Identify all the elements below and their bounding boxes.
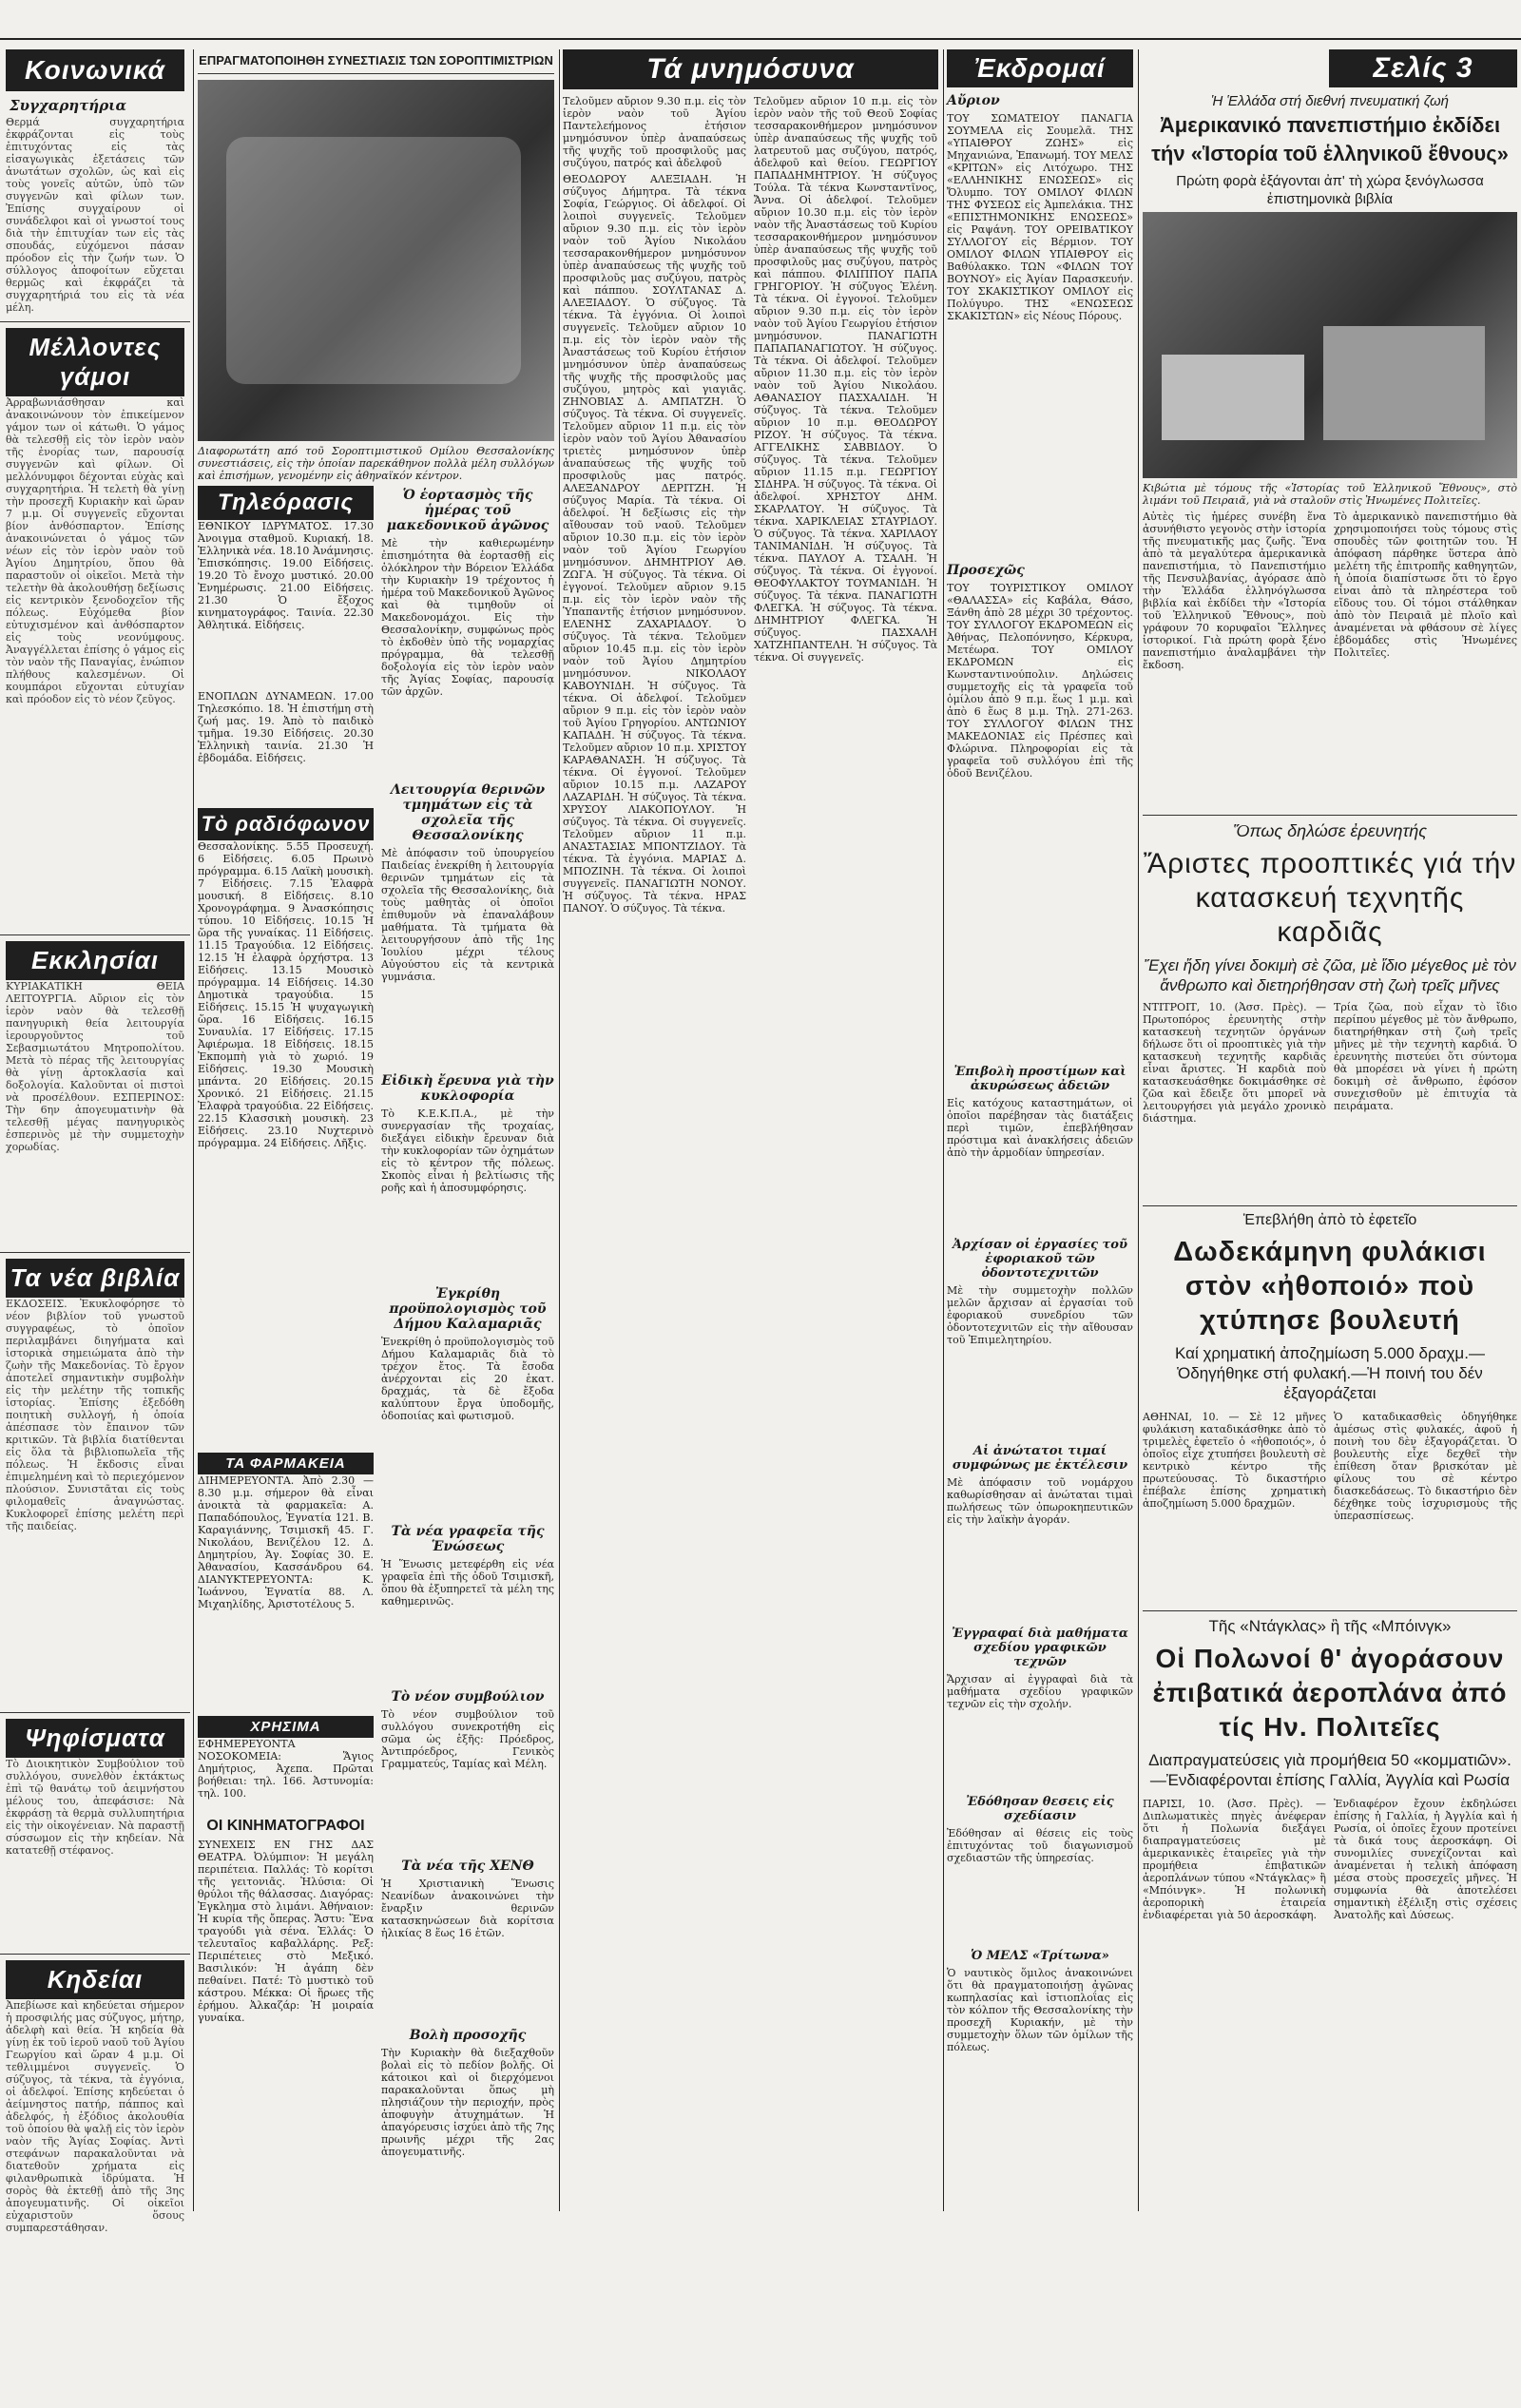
text-block: Τελοῦμεν αὔριον 10 π.μ. εἰς τὸν ἱερὸν ναὸν τῆς τοῦ Θεοῦ Σοφίας τεσσαρακονθήμερον μνημόσυνον ὑπὲρ ἀναπαύσεως τῆς ψυχῆς τοῦ λατρευτοῦ μας συζύγου, πατρός, ἀδελφοῦ καὶ θείου. ΓΕΩΡΓΙΟΥ ΠΑΠΑΔΗΜΗΤΡΙΟΥ. Ἡ σύζυγος Τούλα. Τὰ τέκνα Κωνσταντῖνος, Ἄννα. Οἱ ἀδελφοί. Τελοῦμεν αὔριον 10.30 π.μ. εἰς τὸν ἱερὸν ναὸν τῆς Ἀναστάσεως τοῦ Κυρίου τεσσαρακονθήμερον μνημόσυνον ὑπὲρ ἀναπαύσεως τῆς ψυχῆς τοῦ προσφιλοῦς μας συζύγου, πατρὸς καὶ πάππου. ΦΙΛΙΠΠΟΥ ΠΑΠΑ ΓΡΗΓΟΡΙΟΥ. Ἡ σύζυγος Ἑλένη. Τὰ τέκνα. Οἱ ἐγγονοί. Τελοῦμεν αὔριον 9.30 π.μ. εἰς τὸν ἱερὸν ναὸν τοῦ Ἁγίου Γεωργίου ἐτήσιον μνημόσυνον. ΠΑΝΑΓΙΩΤΗ ΠΑΠΑΠΑΝΑΓΙΩΤΟΥ. Ἡ σύζυγος. Τὰ τέκνα. Οἱ ἀδελφοί. Τελοῦμεν αὔριον 11.30 π.μ. εἰς τὸν ἱερὸν ναὸν τοῦ Ἁγίου Νικολάου. ΑΘΑΝΑΣΙΟΥ ΠΑΣΧΑΛΙΔΗ. Ἡ σύζυγος. Τὰ τέκνα. Τελοῦμεν αὔριον 10 π.μ. ΘΕΟΔΩΡΟΥ ΡΙΖΟΥ. Ἡ σύζυγος. Τὰ τέκνα. ΑΓΓΕΛΙΚΗΣ ΣΑΒΒΙΔΟΥ. Ὁ σύζυγος. Τὰ τέκνα. Τελοῦμεν αὔριον 11.15 π.μ. ΓΕΩΡΓΙΟΥ ΣΙΔΗΡΑ. Ἡ σύζυγος. Τὰ τέκνα. Οἱ ἀδελφοί. ΧΡΗΣΤΟΥ ΔΗΜ. ΣΚΑΡΛΑΤΟΥ. Ἡ σύζυγος. Τὰ τέκνα. ΧΑΡΙΚΛΕΙΑΣ ΣΤΑΥΡΙΔΟΥ. Ὁ σύζυγος. Τὰ τέκνα. ΧΑΡΙΛΑΟΥ ΤΑΝΙΜΑΝΙΔΗ. Ἡ σύζυγος. Τὰ τέκνα. ΠΑΥΛΟΥ Α. ΤΣΑΛΗ. Ἡ σύζυγος. Τὰ τέκνα. Οἱ ἐγγονοί. ΘΕΟΦΥΛΑΚΤΟΥ ΤΟΥΜΑΝΙΔΗ. Ἡ σύζυγος. Τὰ τέκνα. ΠΑΝΑΓΙΩΤΗ ΦΛΕΓΚΑ. Ἡ σύζυγος. Τὰ τέκνα. ΔΗΜΗΤΡΙΟΥ ΦΛΕΓΚΑ. Ἡ σύζυγος. ΠΑΣΧΑΛΗ ΧΑΤΖΗΠΑΝΤΕΛΗ. Ἡ σύζυγος. Τὰ τέκνα. Οἱ συγγενεῖς. <box>754 95 937 664</box>
section-head: Ὁ ΜΕΛΣ «Τρίτωνα» <box>971 1949 1109 1963</box>
text-block: Ἡ Χριστιανικὴ Ἕνωσις Νεανίδων ἀνακοινώνει τὴν ἔναρξιν θερινῶν κατασκηνώσεων διὰ κορίτσια ἡλικίας 8 ἕως 16 ἐτῶν. <box>381 1878 554 1939</box>
text-block: Ἐνεκρίθη ὁ προϋπολογισμὸς τοῦ Δήμου Καλαμαριᾶς διὰ τὸ τρέχον ἔτος. Τὰ ἔσοδα ἀνέρχονται εἰς 20 ἑκατ. δραχμάς, τὰ δὲ ἔξοδα καλύπτουν ἔργα ὑποδομῆς, ὁδοποιίας καὶ φωτισμοῦ. <box>381 1336 554 1422</box>
rule-top <box>0 38 1521 40</box>
story1-kicker: Ἡ Ἑλλάδα στή διεθνή πνευματική ζωή <box>1211 93 1449 109</box>
text-block: ΘΕΟΔΩΡΟΥ ΑΛΕΞΙΑΔΗ. Ἡ σύζυγος Δήμητρα. Τὰ τέκνα Σοφία, Γεώργιος. Οἱ ἀδελφοί. Οἱ λοιποὶ συγγενεῖς. Τελοῦμεν αὔριον 9.30 π.μ. εἰς τὸν ἱερὸν ναὸν τοῦ Ἁγίου Νικολάου τεσσαρακονθήμερον μνημόσυνον ὑπὲρ ἀναπαύσεως τῆς ψυχῆς τοῦ προσφιλοῦς μας συζύγου, πατρὸς καὶ πάππου. ΣΟΥΛΤΑΝΑΣ Δ. ΑΛΕΞΙΑΔΟΥ. Ὁ σύζυγος. Τὰ τέκνα. Τὰ ἐγγόνια. Οἱ λοιποὶ συγγενεῖς. Τελοῦμεν αὔριον 10 π.μ. εἰς τὸν ἱερὸν ναὸν τῆς Ἀναστάσεως τοῦ Κυρίου ἐτήσιον μνημόσυνον ὑπὲρ ἀναπαύσεως τῆς ψυχῆς τῆς προσφιλοῦς μας συζύγου, μητρὸς καὶ γιαγιᾶς. ΖΗΝΟΒΙΑΣ Δ. ΑΜΠΑΤΖΗ. Ὁ σύζυγος. Τὰ τέκνα. Οἱ συγγενεῖς. Τελοῦμεν αὔριον 11 π.μ. εἰς τὸν ἱερὸν ναὸν τοῦ Ἁγίου Ἀθανασίου τριετὲς μνημόσυνον ὑπὲρ ἀναπαύσεως τῆς ψυχῆς τοῦ προσφιλοῦς μας πατρός. ΑΛΕΞΑΝΔΡΟΥ ΔΕΡΙΤΖΗ. Ἡ σύζυγος Μαρία. Τὰ τέκνα. Οἱ ἀδελφοί. Ἡ δεξίωσις εἰς τὴν αἴθουσαν τοῦ ναοῦ. Τελοῦμεν αὔριον 10.30 π.μ. εἰς τὸν ἱερὸν ναὸν τοῦ Ἁγίου Γεωργίου μνημόσυνον. ΔΗΜΗΤΡΙΟΥ ΑΘ. ΖΩΓΑ. Ἡ σύζυγος. Τὰ τέκνα. Οἱ ἐγγονοί. Τελοῦμεν αὔριον 9.15 π.μ. εἰς τὸν ἱερὸν ναὸν τῆς Ὑπαπαντῆς ἐτήσιον μνημόσυνον. ΕΛΕΝΗΣ ΖΑΧΑΡΙΑΔΟΥ. Ὁ σύζυγος. Τὰ τέκνα. Τελοῦμεν αὔριον 10.45 π.μ. εἰς τὸν ἱερὸν ναὸν τοῦ Ἁγίου Δημητρίου μνημόσυνον. ΝΙΚΟΛΑΟΥ ΚΑΒΟΥΝΙΔΗ. Ἡ σύζυγος. Τὰ τέκνα. Οἱ ἀδελφοί. Τελοῦμεν αὔριον 9 π.μ. εἰς τὸν ἱερὸν ναὸν τοῦ Ἁγίου Γρηγορίου. ΑΝΤΩΝΙΟΥ ΚΑΠΑΔΗ. Ἡ σύζυγος. Τὰ τέκνα. Τελοῦμεν αὔριον 10 π.μ. ΧΡΙΣΤΟΥ ΚΑΡΑΘΑΝΑΣΗ. Ἡ σύζυγος. Τὰ τέκνα. Οἱ ἐγγονοί. Τελοῦμεν αὔριον 10.15 π.μ. ΛΑΖΑΡΟΥ ΛΑΖΑΡΙΔΗ. Ἡ σύζυγος. Τὰ τέκνα. ΧΡΥΣΟΥ ΛΙΑΚΟΠΟΥΛΟΥ. Ἡ σύζυγος. Τὰ τέκνα. Οἱ συγγενεῖς. Τελοῦμεν αὔριον 11 π.μ. ΑΝΑΣΤΑΣΙΑΣ ΜΠΟΝΤΖΙΔΟΥ. Τὰ τέκνα. Τὰ ἐγγόνια. ΜΑΡΙΑΣ Δ. ΜΠΟΖΙΝΗ. Τὰ τέκνα. Οἱ λοιποὶ συγγενεῖς. ΠΑΝΑΓΙΩΤΗ ΝΟΝΟΥ. Ἡ σύζυγος. Τὰ τέκνα. ΗΡΑΣ ΠΑΝΟΥ. Ὁ σύζυγος. Τὰ τέκνα. <box>563 173 746 915</box>
section-title-radio: Τὸ ραδιόφωνον <box>198 808 374 840</box>
text-block: ΝΤΙΤΡΟΙΤ, 10. (Ἀσσ. Πρὲς). — Πρωτοπόρος ἐρευνητὴς στὴν κατασκευὴ τεχνητῶν ὀργάνων δήλωσε ὅτι οἱ προοπτικὲς γιὰ τὴν κατασκευὴ τεχνητῆς καρδιᾶς εἶναι ἄριστες. Ἡ καρδιὰ ποὺ κατασκευάσθηκε δοκιμάσθηκε σὲ ζῶα καὶ ἔδειξε ὅτι μπορεῖ νὰ λειτουργήσει γιὰ μεγάλο χρονικὸ διάστημα. <box>1143 1001 1326 1125</box>
col-head: Τὰ νέα τῆς ΧΕΝΘ <box>401 1859 534 1874</box>
text-block: Θεσσαλονίκης. 5.55 Προσευχή. 6 Εἰδήσεις. 6.05 Πρωινὸ πρόγραμμα. 6.15 Λαϊκὴ μουσικὴ. 7 Εἰδήσεις. 7.15 Ἐλαφρὰ μουσική. 8 Εἰδήσεις. 8.10 Χρονογράφημα. 9 Ἀνασκόπησις τύπου. 10 Εἰδήσεις. 10.15 Ἡ ὥρα τῆς γυναίκας. 11 Εἰδήσεις. 11.15 Τραγούδια. 12 Εἰδήσεις. 12.15 Ἡ ἐλαφρὰ ὀρχήστρα. 13 Εἰδήσεις. 13.15 Μουσικὸ πρόγραμμα. 14 Εἰδήσεις. 14.30 Δημοτικὰ τραγούδια. 15 Εἰδήσεις. 15.15 Ἡ ψυχαγωγικὴ ὥρα. 16 Εἰδήσεις. 16.15 Συναυλία. 17 Εἰδήσεις. 17.15 Ἀφιέρωμα. 18 Εἰδήσεις. 18.15 Ἐκπομπὴ γιὰ τὸ χωριό. 19 Εἰδήσεις. 19.30 Μουσικὴ μπάντα. 20 Εἰδήσεις. 20.15 Χρονικό. 21 Εἰδήσεις. 21.15 Ἐλαφρὰ τραγούδια. 22 Εἰδήσεις. 22.15 Κλασσικὴ μουσικὴ. 23 Εἰδήσεις. 23.10 Νυχτερινὸ πρόγραμμα. 24 Εἰδήσεις. Λῆξις. <box>198 840 374 1149</box>
page-banner: Σελίς 3 <box>1329 49 1517 87</box>
story3-sub: Καί χρηματική ἀποζημίωση 5.000 δραχμ.—Ὁδηγήθηκε στή φυλακή.—Ἡ ποινή του δέν ἐξαγοράζεται <box>1175 1344 1485 1402</box>
story1-headline: Ἀμερικανικό πανεπιστήμιο ἐκδίδει τήν «Ἱστορία τοῦ ἑλληνικοῦ ἔθνους» <box>1151 113 1509 165</box>
photo-crates <box>1143 212 1517 478</box>
section-head: Ἐδόθησαν θεσεις εἰς σχεδίασιν <box>966 1795 1114 1823</box>
story3-kicker: Ἐπεβλήθη ἀπὸ τὸ ἐφετεῖο <box>1242 1212 1417 1228</box>
section-title-weddings: Μέλλοντες γάμοι <box>6 328 184 396</box>
section-title-social: Κοινωνικά <box>6 49 184 91</box>
text-block: Μὲ τὴν συμμετοχὴν πολλῶν μελῶν ἄρχισαν αἱ ἐργασίαι τοῦ ἐφοριακοῦ συνεδρίου τῶν ὀδοντοτεχνιτῶν εἰς τὴν αἴθουσαν τοῦ Ἐπιμελητηρίου. <box>947 1284 1133 1346</box>
col-head: Ἐγκρίθη προϋπολογισμὸς τοῦ Δήμου Καλαμαριᾶς <box>389 1286 547 1332</box>
text-block: ΤΟΥ ΣΩΜΑΤΕΙΟΥ ΠΑΝΑΓΙΑ ΣΟΥΜΕΛΑ εἰς Σουμελᾶ. ΤΗΣ «ΥΠΑΙΘΡΟΥ ΖΩΗΣ» εἰς Μηχανιώνα, Ἐπανωμή. ΤΟΥ ΜΕΛΣ «ΚΡΙΤΩΝ» εἰς Λιτόχωρο. ΤΗΣ «ΕΛΛΗΝΙΚΗΣ ΕΝΩΣΕΩΣ» εἰς Ὄλυμπο. ΤΟΥ ΟΜΙΛΟΥ ΦΙΛΩΝ ΤΗΣ ΦΥΣΕΩΣ εἰς Ἀμπελάκια. ΤΗΣ «ΕΠΙΣΤΗΜΟΝΙΚΗΣ ΕΝΩΣΕΩΣ» εἰς Ραψάνη. ΤΟΥ ΟΡΕΙΒΑΤΙΚΟΥ ΣΥΛΛΟΓΟΥ εἰς Βέρμιον. ΤΟΥ ΟΜΙΛΟΥ ΦΙΛΩΝ ΥΠΑΙΘΡΟΥ εἰς Βαθύλακκο. ΤΩΝ «ΦΙΛΩΝ ΤΟΥ ΒΟΥΝΟΥ» εἰς Ἀγίαν Παρασκευήν. ΤΟΥ ΣΚΑΚΙΣΤΙΚΟΥ ΟΜΙΛΟΥ εἰς Πολύγυρο. ΤΗΣ «ΕΝΩΣΕΩΣ ΣΚΑΚΙΣΤΩΝ» εἰς Νέους Πόρους. <box>947 112 1133 322</box>
story2-headline: Ἄριστες προοπτικές γιά τήν κατασκευή τεχνητῆς καρδιᾶς <box>1143 848 1517 948</box>
story3-headline: Δωδεκάμηνη φυλάκισι στὸν «ἠθοποιό» ποὺ χτύπησε βουλευτή <box>1173 1237 1487 1336</box>
section-title-pharmacies: ΤΑ ΦΑΡΜΑΚΕΙΑ <box>198 1453 374 1474</box>
story4-headline: Οἱ Πολωνοί θ' ἀγοράσουν ἐπιβατικά ἀεροπλάνα ἀπό τίς Ην. Πολιτεῖες <box>1152 1644 1508 1742</box>
photo-caption: Κιβώτια μὲ τόμους τῆς «Ἱστορίας τοῦ Ἑλληνικοῦ Ἔθνους», στὸ λιμάνι τοῦ Πειραιᾶ, γιὰ νὰ σταλοῦν στὶς Ἠνωμένες Πολιτεῖες. <box>1143 482 1517 507</box>
section-head: Αἱ ἀνώτατοι τιμαί συμφώνως με ἐκτέλεσιν <box>952 1444 1128 1473</box>
text-block: Τὸ νέον συμβούλιον τοῦ συλλόγου συνεκροτήθη εἰς σῶμα ὡς ἑξῆς: Πρόεδρος, Ἀντιπρόεδρος, Γενικὸς Γραμματεύς, Ταμίας καὶ Μέλη. <box>381 1708 554 1770</box>
column-social <box>0 49 190 2234</box>
article-title-soroptimists: ΕΠΡΑΓΜΑΤΟΠΟΙΗΘΗ ΣΥΝΕΣΤΙΑΣΙΣ ΤΩΝ ΣΟΡΟΠΤΙΜΙΣΤΡΙΩΝ <box>198 49 554 74</box>
text-block: Ἀπεβίωσε καὶ κηδεύεται σήμερον ἡ προσφιλής μας σύζυγος, μήτηρ, ἀδελφὴ καὶ θεία. Ἡ κηδεία θὰ γίνῃ ἐκ τοῦ ἱεροῦ ναοῦ τοῦ Ἁγίου Γεωργίου καὶ ὥραν 4 μ.μ. Οἱ τεθλιμμένοι συγγενεῖς. Ὁ σύζυγος, τὰ τέκνα, τὰ ἐγγόνια, οἱ ἀδελφοί. Ἐπίσης κηδεύεται ὁ ἀείμνηστος πατήρ, πάππος καὶ ἀδελφός, ἡ ἐξόδιος ἀκολουθία τοῦ ὁποίου θὰ ψαλῇ εἰς τὸν ἱερὸν ναὸν τῆς Ἁγίας Σοφίας. Ἀντὶ στεφάνων παρακαλοῦνται νὰ διατεθοῦν χρήματα εἰς φιλανθρωπικὰ ἱδρύματα. Ἡ σορὸς θὰ ἐκτεθῇ ἀπὸ τῆς 3ης ἀπογευματινῆς. Οἱ οἰκεῖοι εὐχαριστοῦν ὅσους συμπαρεστάθησαν. <box>6 1999 184 2234</box>
text-block: Ἐνδιαφέρον ἔχουν ἐκδηλώσει ἐπίσης ἡ Γαλλία, ἡ Ἀγγλία καὶ ἡ Ρωσία, οἱ ὁποῖες ἔχουν προτείνει τὰ δικά τους ἀεροσκάφη. Οἱ συνομιλίες συνεχίζονται καὶ ἀναμένεται ἡ τελικὴ ἀπόφαση μέσα στοὺς προσεχεῖς μῆνες. Ἡ συμφωνία θὰ ἀποτελέσει σημαντικὴ ἐξέλιξη στὶς σχέσεις Ἀνατολῆς καὶ Δύσεως. <box>1334 1798 1517 1921</box>
col-head: Βολὴ προσοχῆς <box>409 2028 527 2043</box>
text-block: ΔΙΗΜΕΡΕΥΟΝΤΑ. Ἀπὸ 2.30 — 8.30 μ.μ. σήμερον θὰ εἶναι ἀνοικτὰ τὰ φαρμακεῖα: Α. Παπαδόπουλος, Ἐγνατία 121. Β. Καραγιάννης, Τσιμισκῆ 45. Γ. Νικολάου, Βενιζέλου 12. Δ. Δημητρίου, Ἁγ. Σοφίας 30. Ε. Ἀθανασίου, Κασσάνδρου 64. ΔΙΑΝΥΚΤΕΡΕΥΟΝΤΑ: Κ. Ἰωάννου, Ἐγνατία 88. Λ. Μιχαηλίδης, Ἀριστοτέλους 5. <box>198 1474 374 1610</box>
col-head: Λειτουργία θερινῶν τμημάτων εἰς τὰ σχολεῖα τῆς Θεσσαλονίκης <box>390 782 546 843</box>
photo-caption: Διαφορωτάτη από τοῦ Σοροπτιμιστικοῦ Ομίλου Θεσσαλονίκης συνεστιάσεις, εἰς τὴν ὁποίαν παρεκάθηνον πολλὰ μέλη συλλόγων καὶ ἐπισήμων, γενομένην εἰς ἀθηναϊκόν κέντρον. <box>198 445 554 482</box>
text-block: Τὸ Κ.Ε.Κ.Π.Α., μὲ τὴν συνεργασίαν τῆς τροχαίας, διεξάγει εἰδικὴν ἔρευναν διὰ τὴν κυκλοφορίαν τῶν ὀχημάτων εἰς τὸ κέντρον τῆς πόλεως. Σκοπὸς εἶναι ἡ βελτίωσις τῆς ροῆς καὶ ἡ ἀποσυμφόρησις. <box>381 1108 554 1194</box>
column-second <box>198 49 554 2207</box>
rule-col2 <box>559 49 560 2211</box>
text-block: Ἀρραβωνιάσθησαν καὶ ἀνακοινώνουν τὸν ἐπικείμενον γάμον των οἱ κάτωθι. Ὁ γάμος θὰ τελεσθῇ εἰς τὸν ἱερὸν ναὸν τῆς ἐνορίας των, παρουσίᾳ συγγενῶν καὶ φίλων. Οἱ μελλόνυμφοι δέχονται εὐχὰς καὶ συγχαρητήρια. Ἡ τελετὴ θὰ γίνῃ τὴν προσεχῆ Κυριακὴν καὶ ὥραν 7 μ.μ. Οἱ συγγενεῖς εὔχονται βίον ἀνθόσπαρτον. Ἐπίσης ἀνακοινώνεται ὁ γάμος τῶν νέων εἰς τὸν ἱερὸν ναὸν τοῦ Ἁγίου Δημητρίου, ὅπου θὰ παραστοῦν οἱ οἰκεῖοι. Μετὰ τὴν τελετὴν θὰ ἀκολουθήσῃ δεξίωσις εἰς κεντρικὸν ξενοδοχεῖον τῆς πόλεως. Εὐχόμεθα βίον εὐτυχισμένον καὶ ἀνθόσπαρτον εἰς τοὺς νεονύμφους. Ἀναγγέλλεται ἐπίσης ὁ γάμος εἰς τὸν ναὸν τῆς Παναγίας, ἐνώπιον πλήθους καλεσμένων. Οἱ κουμπάροι εὔχονται εὐτυχίαν καὶ πρόοδον εἰς τὸ νέον ζεῦγος. <box>6 396 184 705</box>
story4-sub: Διαπραγματεύσεις γιὰ προμήθεια 50 «κομματιῶν».—Ἐνδιαφέρονται ἐπίσης Γαλλία, Ἀγγλία καὶ Ρωσία <box>1148 1751 1511 1789</box>
col-head: Τὸ νέον συμβούλιον <box>391 1689 545 1705</box>
section-head: Ἐπιβολὴ προστίμων καὶ ἀκυρώσεως ἀδειῶν <box>953 1065 1126 1093</box>
text-block: Ἐδόθησαν αἱ θέσεις εἰς τοὺς ἐπιτυχόντας τοῦ διαγωνισμοῦ σχεδιαστῶν τῆς ὑπηρεσίας. <box>947 1827 1133 1864</box>
text-block: ΕΘΝΙΚΟΥ ΙΔΡΥΜΑΤΟΣ. 17.30 Ἀνοιγμα σταθμοῦ. Κυριακή. 18. Ἑλληνικὰ νέα. 18.10 Ἀνάμνησις. Ἐπισκόπησις. 19.00 Εἰδήσεις. 19.20 Τὸ ἔνοχο μυστικό. 20.00 Ἐνημέρωσις. 21.00 Εἰδήσεις. 21.30 Ὁ ἔξοχος κινηματογράφος. Ταινία. 22.30 Ἀθλητικά. Εἰδήσεις. <box>198 520 374 631</box>
rule-col5 <box>1138 49 1139 2211</box>
photo-soroptimists <box>198 80 554 441</box>
text-block: Ἄρχισαν αἱ ἐγγραφαὶ διὰ τὰ μαθήματα σχεδίου γραφικῶν τεχνῶν εἰς τὴν σχολήν. <box>947 1673 1133 1710</box>
section-title-television: Τηλεόρασις <box>198 486 374 520</box>
col-head: Εἰδικὴ ἔρευνα γιὰ τὴν κυκλοφορία <box>381 1073 554 1104</box>
section-title-utility: ΧΡΗΣΙΜΑ <box>198 1716 374 1738</box>
memorial-intro: Τελοῦμεν αὔριον 9.30 π.μ. εἰς τὸν ἱερὸν ναὸν τοῦ Ἁγίου Παντελεήμονος ἐτήσιον μνημόσυνον ὑπὲρ ἀναπαύσεως τῆς ψυχῆς τοῦ προσφιλοῦς μας συζύγου, πατρός καὶ ἀδελφοῦ <box>563 95 746 169</box>
text-block: Τρία ζῶα, ποὺ εἶχαν τὸ ἴδιο περίπου μέγεθος μὲ τὸν ἄνθρωπο, διατηρήθηκαν στὴ ζωὴ τρεῖς μῆνες μὲ τὴν τεχνητὴ καρδιά. Ὁ ἐρευνητὴς πιστεύει ὅτι σύντομα θὰ μπορέσει νὰ γίνει ἡ πρώτη δοκιμὴ σὲ ἄνθρωπο, ἐφόσον συνεχισθοῦν μὲ ἐπιτυχία τὰ πειράματα. <box>1334 1001 1517 1112</box>
story1-sub: Πρώτη φορὰ ἐξάγονται ἀπ' τὴ χώρα ξενόγλωσσα ἐπιστημονικὰ βιβλία <box>1176 173 1484 207</box>
section-title-memorials: Τά μνημόσυνα <box>563 49 938 89</box>
text-block: Μὲ ἀπόφασιν τοῦ ὑπουργείου Παιδείας ἐνεκρίθη ἡ λειτουργία θερινῶν τμημάτων εἰς τὰ σχολεῖα τῆς Θεσσαλονίκης, διὰ τοὺς μαθητὰς οἱ ὁποῖοι ἐπιθυμοῦν νὰ ἐπαναλάβουν μαθήματα. Τὰ τμήματα θὰ λειτουργήσουν ἀπὸ τῆς 1ης Ἰουλίου μέχρι τέλους Αὐγούστου εἰς τὰ κεντρικὰ γυμνάσια. <box>381 847 554 983</box>
section-title-churches: Εκκλησίαι <box>6 941 184 980</box>
rule-col1 <box>193 49 194 2211</box>
section-head: Ἀρχίσαν οἱ ἐργασίες τοῦ ἐφοριακοῦ τῶν ὀδοντοτεχνιτῶν <box>953 1238 1127 1281</box>
text-block: ΤΟΥ ΤΟΥΡΙΣΤΙΚΟΥ ΟΜΙΛΟΥ «ΘΑΛΑΣΣΑ» εἰς Καβάλα, Θάσο, Ξάνθη ἀπὸ 28 μέχρι 30 τρέχοντος. ΤΟΥ ΣΥΛΛΟΓΟΥ ΕΚΔΡΟΜΕΩΝ εἰς Ἀθήνας, Πελοπόννησο, Κέρκυρα, Μετέωρα. ΤΟΥ ΟΜΙΛΟΥ ΕΚΔΡΟΜΩΝ εἰς Κωνσταντινούπολιν. Δηλώσεις συμμετοχῆς εἰς τὰ γραφεῖα τοῦ ὁμίλου ἀπὸ 9 π.μ. ἕως 1 μ.μ. καὶ ἀπὸ 6 ἕως 8 μ.μ. Τηλ. 271-263. ΤΟΥ ΣΥΛΛΟΓΟΥ ΦΙΛΩΝ ΤΗΣ ΜΑΚΕΔΟΝΙΑΣ εἰς Πρέσπες καὶ Φλώρινα. Πληροφορίαι εἰς τὰ γραφεῖα τοῦ συλλόγου ἐπὶ τῆς ὁδοῦ Βενιζέλου. <box>947 582 1133 780</box>
subhead-upcoming: Προσεχῶς <box>947 563 1025 578</box>
column-memorials <box>563 49 938 2207</box>
text-block: Τὸ Διοικητικὸν Συμβούλιον τοῦ συλλόγου, συνελθὸν ἐκτάκτως ἐπὶ τῷ θανάτῳ τοῦ ἀειμνήστου μέλους του, ἀπεφάσισε: Νὰ ἐκφράσῃ τὰ θερμὰ συλλυπητήρια εἰς τὴν οἰκογένειαν. Νὰ παραστῇ σύσσωμον εἰς τὴν κηδείαν. Νὰ κατατεθῇ στέφανος. <box>6 1758 184 1857</box>
story4-kicker: Τῆς «Ντάγκλας» ἢ τῆς «Μπόινγκ» <box>1208 1617 1452 1635</box>
section-title-outings: Ἐκδρομαί <box>947 49 1133 87</box>
text-block: Εἰς κατόχους καταστημάτων, οἱ ὁποῖοι παρέβησαν τὰς διατάξεις περὶ τιμῶν, ἐπεβλήθησαν πρόστιμα καὶ ἀνακλήσεις ἀδειῶν ἀπὸ τὴν ἁρμοδίαν ὑπηρεσίαν. <box>947 1097 1133 1159</box>
section-title-resolutions: Ψηφίσματα <box>6 1719 184 1758</box>
section-title-cinemas: ΟΙ ΚΙΝΗΜΑΤΟΓΡΑΦΟΙ <box>206 1818 365 1834</box>
text-block: Αὐτὲς τὶς ἡμέρες συνέβη ἕνα ἀσυνήθιστο γεγονὸς στὴν ἱστορία τῆς πνευματικῆς μας ζωῆς. Ἕνα ἀπὸ τὰ μεγαλύτερα ἀμερικανικὰ πανεπιστήμια, τὸ Πανεπιστήμιο τῆς Πενσυλβανίας, ἀγόρασε ἀπὸ τὴν Ἑλλάδα ἑλληνόγλωσσα βιβλία καὶ ἐκδίδει τὴν «Ἱστορία τοῦ Ἑλληνικοῦ Ἔθνους», ποὺ γράφουν 70 κορυφαῖοι Ἕλληνες ἱστορικοί. Γιὰ πρώτη φορὰ ξένο πανεπιστήμιο ἀναλαμβάνει τὴν ἔκδοση. <box>1143 510 1326 671</box>
text-block: Ὁ καταδικασθεὶς ὁδηγήθηκε ἀμέσως στὶς φυλακές, ἀφοῦ ἡ ποινὴ του δὲν ἐξαγοράζεται. Ὁ βουλευτὴς εἶχε δεχθεῖ τὴν ἐπίθεση ὅταν βρισκόταν μὲ φίλους του σὲ κέντρο διασκεδάσεως. Τὸ δικαστήριο δὲν δέχθηκε τοὺς ἰσχυρισμοὺς τῆς ὑπερασπίσεως. <box>1334 1411 1517 1522</box>
text-block: ΕΦΗΜΕΡΕΥΟΝΤΑ ΝΟΣΟΚΟΜΕΙΑ: Ἅγιος Δημήτριος, Ἀχεπα. Πρῶται βοήθειαι: τηλ. 166. Ἀστυνομία: τηλ. 100. <box>198 1738 374 1800</box>
column-outings <box>947 49 1133 2207</box>
story2-sub: Ἔχει ἤδη γίνει δοκιμὴ σὲ ζῶα, μὲ ἴδιο μέγεθος μὲ τὸν ἄνθρωπο καὶ διετηρήθησαν στὴ ζωὴ τρεῖς μῆνες <box>1144 956 1516 994</box>
subhead-tomorrow: Αὔριον <box>947 93 1000 108</box>
text-block: ΠΑΡΙΣΙ, 10. (Ἀσσ. Πρὲς). — Διπλωματικὲς πηγὲς ἀνέφεραν ὅτι ἡ Πολωνία διεξάγει διαπραγματεύσεις μὲ ἀμερικανικὲς ἑταιρεῖες γιὰ τὴν προμήθεια ἐπιβατικῶν ἀεροπλάνων τύπου «Ντάγκλας» ἢ «Μπόινγκ». Ἡ πολωνικὴ ἀεροπορικὴ ἑταιρεία ἐνδιαφέρεται γιὰ 50 ἀεροσκάφη. <box>1143 1798 1326 1921</box>
text-block: ΕΝΟΠΛΩΝ ΔΥΝΑΜΕΩΝ. 17.00 Τηλεσκόπιο. 18. Ἡ ἐπιστήμη στὴ ζωή μας. 19. Ἀπὸ τὸ παιδικὸ τμῆμα. 19.30 Εἰδήσεις. 20.30 Ἑλληνικὴ ταινία. 21.30 Ἡ ἐβδομάδα. Εἰδήσεις. <box>198 690 374 764</box>
text-block: Μὲ τὴν καθιερωμένην ἐπισημότητα θὰ ἑορτασθῇ εἰς ὁλόκληρον τὴν Βόρειον Ἑλλάδα τὴν Κυριακὴν 19 τρέχοντος ἡ ἡμέρα τοῦ Μακεδονικοῦ Ἀγῶνος καὶ θὰ τιμηθοῦν οἱ Μακεδονομάχοι. Εἰς τὴν Θεσσαλονίκην, συμφώνως πρὸς τὸ ἐκδοθὲν ὑπὸ τῆς νομαρχίας πρόγραμμα, θὰ τελεσθῇ δοξολογία εἰς τὸν ἱερὸν ναὸν τῆς Ἁγίας Σοφίας, παρουσίᾳ τῶν ἀρχῶν. <box>381 537 554 698</box>
rule-col3 <box>943 49 944 2211</box>
text-block: ΕΚΔΟΣΕΙΣ. Ἐκυκλοφόρησε τὸ νέον βιβλίον τοῦ γνωστοῦ συγγραφέως, τὸ ὁποῖον περιλαμβάνει διηγήματα καὶ ἱστορικὰ σημειώματα ἀπὸ τὴν ζωὴν τῆς Μακεδονίας. Τὸ ἔργον ἀποτελεῖ σημαντικὴν συμβολὴν εἰς τὴν μελέτην τῆς τοπικῆς ἱστορίας. Ἐπίσης ἐξεδόθη ποιητικὴ συλλογή, ἡ ὁποία ἀπέσπασε τὸν ἔπαινον τῶν κριτικῶν. Τὰ βιβλία διατίθενται εἰς ὅλα τὰ βιβλιοπωλεῖα τῆς πόλεως. Ἡ ἔκδοσις εἶναι ἐπιμελημένη καὶ τὸ περιεχόμενον πλούσιον. Συνιστᾶται εἰς τοὺς φιλομαθεῖς ἀναγνώστας. Κυκλοφορεῖ ἐπίσης μελέτη περὶ τῆς παιδείας. <box>6 1298 184 1532</box>
text-block: ΑΘΗΝΑΙ, 10. — Σὲ 12 μῆνες φυλάκιση καταδικάσθηκε ἀπὸ τὸ τριμελὲς ἐφετεῖο ὁ «ἠθοποιός», ὁ ὁποῖος εἶχε χτυπήσει βουλευτὴ σὲ κεντρικὸ κέντρο τῆς πρωτεύουσας. Τὸ δικαστήριο ἐπέβαλε ἐπίσης χρηματικὴ ἀποζημίωση 5.000 δραχμῶν. <box>1143 1411 1326 1510</box>
section-head: Ἐγγραφαί διὰ μαθήματα σχεδίου γραφικῶν τεχνῶν <box>952 1627 1128 1669</box>
text-block: Θερμά συγχαρητήρια ἐκφράζονται εἰς τοὺς ἐπιτυχόντας εἰς τὰς εἰσαγωγικὰς ἐξετάσεις τῶν ἀνωτάτων σχολῶν, ὡς καὶ εἰς τοὺς γονεῖς αὐτῶν, ὑπὸ τῶν συγγενῶν καὶ φίλων των. Ἐπίσης συγχαίρουν οἱ συνάδελφοι καὶ οἱ γνωστοί τους διὰ τὴν ἐπιτυχίαν των εἰς τὰς σπουδάς, εὐχόμενοι πάσαν πρόοδον εἰς τὴν ζωήν των. Ὁ σύλλογος ἀποφοίτων εὔχεται θερμῶς καὶ ἐκφράζει τὰ συγχαρητήριά του εἰς τὰ νέα μέλη. <box>6 116 184 314</box>
column-main-stories <box>1143 49 1517 2207</box>
section-title-funerals: Κηδείαι <box>6 1960 184 1999</box>
text-block: Τὸ ἀμερικανικὸ πανεπιστήμιο θὰ χρησιμοποιήσει τοὺς τόμους στὶς σπουδὲς τῶν φοιτητῶν του. Ἡ ἀπόφαση πάρθηκε ὕστερα ἀπὸ μελέτη τῆς ἐπιτροπῆς καθηγητῶν, ἡ ὁποία διαπίστωσε ὅτι τὸ ἔργο εἶναι ἀπὸ τὰ πληρέστερα τοῦ εἴδους του. Οἱ τόμοι στάλθηκαν ἀπὸ τὸν Πειραιᾶ μὲ πλοῖο καὶ ἀναμένεται νὰ φθάσουν σὲ λίγες ἑβδομάδες στὶς Ἠνωμένες Πολιτεῖες. <box>1334 510 1517 659</box>
section-title-books: Τα νέα βιβλία <box>6 1259 184 1298</box>
text-block: Τὴν Κυριακὴν θὰ διεξαχθοῦν βολαὶ εἰς τὸ πεδίον βολῆς. Οἱ κάτοικοι καὶ οἱ διερχόμενοι παρακαλοῦνται ὅπως μὴ πλησιάζουν τὴν περιοχήν, πρὸς ἀποφυγὴν ἀτυχημάτων. Ἡ ἀπαγόρευσις ἰσχύει ἀπὸ τῆς 7ης πρωινῆς μέχρι τῆς 2ας ἀπογευματινῆς. <box>381 2047 554 2158</box>
text-block: ΣΥΝΕΧΕΙΣ ΕΝ ΓΗΣ ΔΑΣ ΘΕΑΤΡΑ. Ὀλύμπιον: Ἡ μεγάλη περιπέτεια. Παλλάς: Τὸ κορίτσι τῆς γειτονιᾶς. Ἠλύσια: Οἱ θρύλοι τῆς θάλασσας. Διαγόρας: Ἐγκλημα στὸ λιμάνι. Ἀθήναιον: Ἡ κυρία τῆς ὄπερας. Ἄστυ: Ἕνα τραγούδι γιὰ σένα. Ἑλλάς: Ὁ τελευταῖος καβαλλάρης. Ρεξ: Περιπέτειες στὸ Μεξικό. Βασιλικόν: Ἡ ἀγάπη δὲν πεθαίνει. Πατέ: Τὸ μυστικὸ τοῦ κάστρου. Μέκκα: Οἱ ἥρωες τῆς ἐρήμου. Ἀλκαζάρ: Ἡ μοιραία γυναίκα. <box>198 1839 374 2024</box>
text-block: Μὲ ἀπόφασιν τοῦ νομάρχου καθωρίσθησαν αἱ ἀνώταται τιμαὶ πωλήσεως τῶν ὀπωροκηπευτικῶν εἰς τὴν λαϊκὴν ἀγοράν. <box>947 1476 1133 1526</box>
story2-kicker: Ὅπως δηλώσε ἐρευνητής <box>1233 821 1427 840</box>
text-block: Ὁ ναυτικὸς ὅμιλος ἀνακοινώνει ὅτι θὰ πραγματοποιήσῃ ἀγῶνας κωπηλασίας καὶ ἱστιοπλοΐας εἰς τὸν κόλπον τῆς Θεσσαλονίκης τὴν προσεχῆ Κυριακήν, μὲ τὴν συμμετοχὴν ὅλων τῶν ὁμίλων τῆς πόλεως. <box>947 1967 1133 2053</box>
col-head: Ὁ ἑορτασμὸς τῆς ἡμέρας τοῦ μακεδονικοῦ ἀγῶνος <box>386 488 549 533</box>
text-block: ΚΥΡΙΑΚΑΤΙΚΗ ΘΕΙΑ ΛΕΙΤΟΥΡΓΙΑ. Αὔριον εἰς τὸν ἱερὸν ναὸν θὰ τελεσθῇ πανηγυρικὴ θεία λειτουργία ἱερουργοῦντος τοῦ Σεβασμιωτάτου Μητροπολίτου. Μετὰ τὸ πέρας τῆς λειτουργίας θὰ γίνῃ ἀρτοκλασία καὶ δοξολογία. Καλοῦνται οἱ πιστοὶ νὰ προσέλθουν. ΕΣΠΕΡΙΝΟΣ: Τὴν 6ην ἀπογευματινὴν θὰ τελεσθῇ μέγας πανηγυρικὸς ἑσπερινὸς μὲ τὴν συμμετοχὴν χορωδίας. <box>6 980 184 1153</box>
col-head: Τὰ νέα γραφεῖα τῆς Ἑνώσεως <box>391 1524 545 1554</box>
subhead-congrats: Συγχαρητήρια <box>10 97 126 114</box>
text-block: Ἡ Ἕνωσις μετεφέρθη εἰς νέα γραφεῖα ἐπὶ τῆς ὁδοῦ Τσιμισκῆ, ὅπου θὰ ἐξυπηρετεῖ τὰ μέλη της καθημερινῶς. <box>381 1558 554 1608</box>
